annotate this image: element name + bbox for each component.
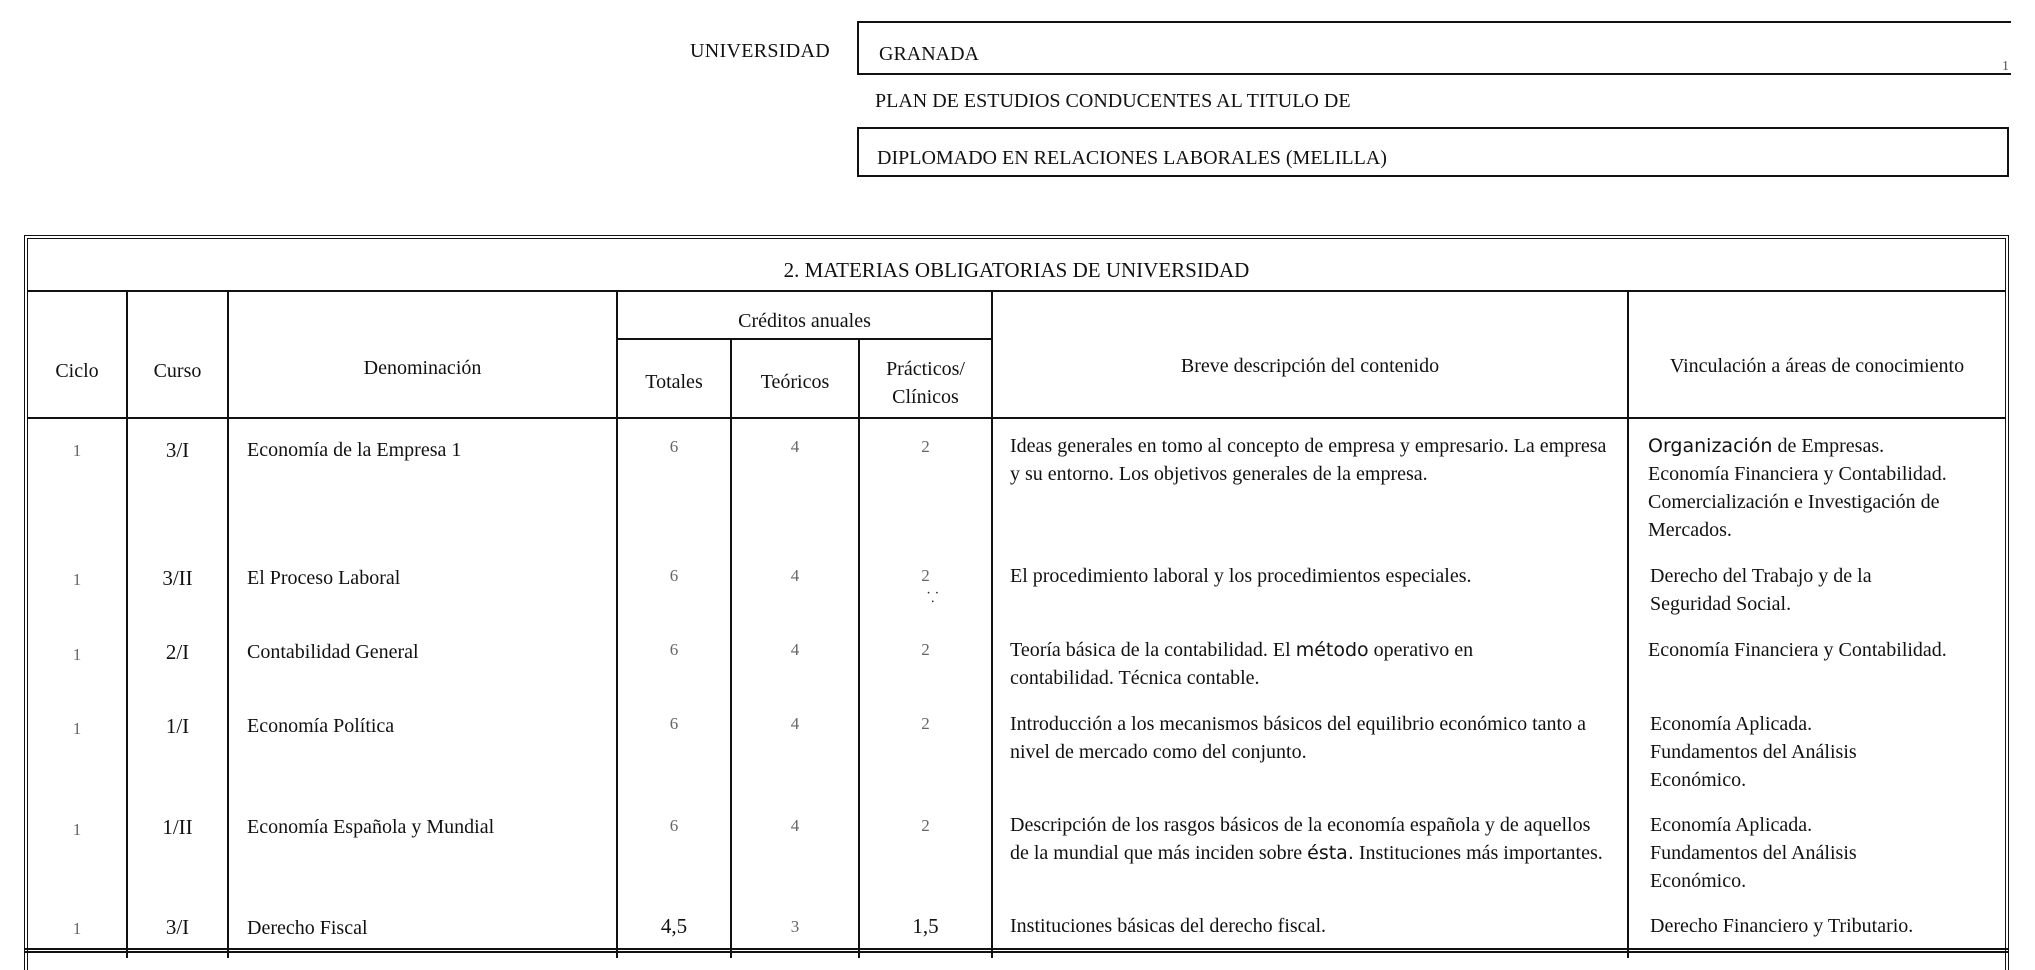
descripcion-part: ésta. [1307, 842, 1354, 864]
cell-curso: 3/II [162, 566, 193, 590]
col-header-curso: Curso [153, 360, 202, 382]
header-divider [28, 417, 2005, 419]
cell-denominacion: El Proceso Laboral [247, 567, 401, 589]
col-header-creditos: Créditos anuales [738, 310, 871, 332]
degree-box [857, 127, 2009, 177]
cell-teoricos: 4 [790, 437, 800, 456]
degree-title: DIPLOMADO EN RELACIONES LABORALES (MELILLA) [877, 147, 1387, 169]
col-header-practicos [860, 355, 991, 411]
cell-vinculacion: Derecho del Trabajo y de la Seguridad Social. [1650, 565, 1872, 615]
col-header-vinculacion: Vinculación a áreas de conocimiento [1669, 355, 1965, 377]
cell-practicos: 2 [921, 714, 930, 733]
cell-descripcion: Instituciones básicas del derecho fiscal. [1010, 915, 1326, 937]
cell-teoricos: 4 [790, 566, 800, 585]
cell-totales: 6 [669, 437, 679, 456]
cell-descripcion [1010, 811, 1610, 867]
table-title: 2. MATERIAS OBLIGATORIAS DE UNIVERSIDAD [783, 258, 1250, 282]
descripcion-part: Instituciones más importantes. [1353, 842, 1603, 864]
col-header-practicos-line1: Prácticos/ [886, 358, 965, 380]
cell-practicos: 2 [921, 816, 930, 835]
cell-practicos: 2 [921, 640, 930, 659]
cell-totales: 6 [669, 640, 679, 659]
cell-totales: 6 [669, 714, 679, 733]
title-divider [28, 290, 2005, 292]
col-divider-descripcion [1627, 292, 1629, 958]
descripcion-part: Teoría básica de la contabilidad. El [1010, 639, 1296, 661]
cell-descripcion [1010, 636, 1580, 692]
vinculacion-part: Economía Aplicada. [1650, 814, 1813, 836]
cell-totales: 4,5 [660, 914, 688, 938]
vinculacion-part: Economía Financiera y Contabilidad. [1648, 463, 1947, 485]
col-divider-practicos [991, 292, 993, 958]
col-header-ciclo: Ciclo [55, 360, 99, 382]
cell-teoricos: 4 [790, 816, 800, 835]
cell-denominacion: Derecho Fiscal [247, 917, 368, 939]
cell-vinculacion: Economía Financiera y Contabilidad. [1648, 639, 1947, 661]
cell-ciclo: 1 [72, 820, 82, 839]
cell-practicos: 2 [921, 566, 930, 585]
descripcion-part: operativo en contabilidad. Técnica contable. [1010, 639, 1474, 689]
cell-practicos: 2 [921, 437, 930, 456]
plan-title: PLAN DE ESTUDIOS CONDUCENTES AL TITULO DE [875, 90, 1351, 112]
cell-curso: 2/I [165, 640, 190, 664]
vinculacion-part: Organización [1648, 435, 1773, 457]
cell-teoricos: 4 [790, 714, 800, 733]
cell-denominacion: Economía Política [247, 715, 395, 737]
cell-vinculacion [1648, 432, 1998, 544]
cell-vinculacion [1650, 710, 1950, 794]
vinculacion-part: Economía Aplicada. [1650, 713, 1813, 735]
cell-denominacion: Economía de la Empresa 1 [247, 439, 462, 461]
cell-totales: 6 [669, 816, 679, 835]
cell-descripcion: Introducción a los mecanismos básicos del equilibrio económico tanto a nivel de mercado como del conjunto. [1010, 713, 1586, 763]
credits-group-divider [616, 338, 992, 340]
cell-ciclo: 1 [72, 919, 82, 938]
col-header-descripcion: Breve descripción del contenido [1180, 355, 1440, 377]
vinculacion-part: Fundamentos del Análisis Económico. [1650, 842, 1857, 892]
cell-teoricos: 4 [790, 640, 800, 659]
page-mark: 1 [2002, 59, 2009, 74]
table-bottom-border [24, 948, 2009, 953]
cell-denominacion: Economía Española y Mundial [247, 816, 495, 838]
university-name: GRANADA [879, 43, 979, 65]
scan-speck: ⸪ [927, 591, 939, 606]
cell-denominacion: Contabilidad General [247, 641, 419, 663]
vinculacion-part: Fundamentos del Análisis Económico. [1650, 741, 1857, 791]
cell-ciclo: 1 [72, 645, 82, 664]
col-header-totales: Totales [645, 371, 703, 393]
cell-vinculacion [1650, 811, 1950, 895]
col-divider-curso [227, 292, 229, 958]
cell-curso: 1/II [162, 815, 193, 839]
descripcion-part: método [1295, 639, 1369, 661]
cell-practicos: 1,5 [912, 914, 939, 938]
cell-ciclo: 1 [72, 570, 82, 589]
descripcion-part: Descripción de los rasgos básicos de la economía española y de aquellos de la mundial que más inciden sobre [1010, 814, 1591, 864]
cell-totales: 6 [669, 566, 679, 585]
cell-vinculacion: Derecho Financiero y Tributario. [1650, 915, 1914, 937]
cell-ciclo: 1 [72, 719, 82, 738]
cell-ciclo: 1 [72, 441, 82, 460]
col-header-practicos-line2: Clínicos [892, 386, 959, 408]
cell-teoricos: 3 [790, 917, 800, 936]
vinculacion-part: Comercialización e Investigación de Mercados. [1648, 491, 1940, 541]
cell-descripcion: El procedimiento laboral y los procedimientos especiales. [1010, 565, 1472, 587]
cell-descripcion: Ideas generales en tomo al concepto de empresa y empresario. La empresa y su entorno. Los objetivos generales de la empresa. [1010, 435, 1607, 485]
cell-curso: 3/I [165, 915, 190, 939]
university-name-box [857, 21, 2011, 75]
col-header-denominacion: Denominación [363, 357, 482, 379]
vinculacion-part: de Empresas. [1772, 435, 1885, 457]
col-divider-ciclo [126, 292, 128, 958]
col-header-teoricos: Teóricos [760, 371, 830, 393]
cell-curso: 1/I [165, 714, 190, 738]
cell-curso: 3/I [165, 438, 190, 462]
university-label: UNIVERSIDAD [690, 40, 830, 62]
